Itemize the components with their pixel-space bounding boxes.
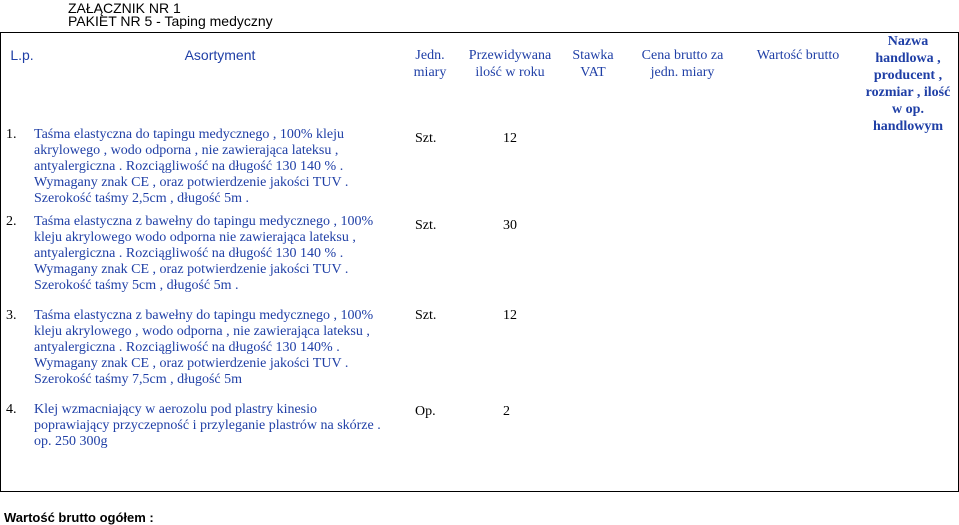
item-description-line: kleju akrylowego wodo odporna nie zawierająca lateksu , xyxy=(34,230,356,245)
item-description-line: op. 250 300g xyxy=(34,434,108,449)
column-header-nazwa-line6: handlowym xyxy=(872,119,944,134)
column-header-cena xyxy=(630,47,735,81)
item-description-line: antyalergiczna . Rozciągliwość na długość 130 140% . xyxy=(34,340,340,355)
item-description-line: Taśma elastyczna do tapingu medycznego , 100% kleju xyxy=(34,127,345,142)
table-row xyxy=(6,402,396,450)
row-unit: Szt. xyxy=(415,218,437,233)
row-quantity: 12 xyxy=(503,308,517,323)
item-description-line: Wymagany znak CE , oraz potwierdzenie jakości TUV . xyxy=(34,175,349,190)
item-description-line: akrylowego , wodo odporna , nie zawierająca lateksu , xyxy=(34,143,339,158)
item-description-line: antyalergiczna . Rozciągliwość na długość 130 140 % . xyxy=(34,159,344,174)
item-description-line: kleju akrylowego , wodo odporna , nie zawierająca lateksu , xyxy=(34,324,370,339)
column-header-ilosc-line1: Przewidywana xyxy=(468,48,552,63)
total-gross-value-label: Wartość brutto ogółem : xyxy=(4,510,154,525)
column-header-ilosc-line2: ilość w roku xyxy=(475,65,545,80)
table-border-left xyxy=(0,32,1,492)
row-unit: Op. xyxy=(415,404,436,419)
column-header-jedn-line1: Jedn. xyxy=(415,48,445,63)
column-header-ilosc xyxy=(455,47,565,81)
column-header-cena-line1: Cena brutto za xyxy=(641,48,724,63)
column-header-cena-line2: jedn. miary xyxy=(650,65,715,80)
column-header-lp: L.p. xyxy=(10,47,34,63)
item-description-line: antyalergiczna . Rozciągliwość na długość 130 140 % . xyxy=(34,246,344,261)
row-number: 4. xyxy=(6,402,17,417)
row-number: 2. xyxy=(6,214,17,229)
row-quantity: 30 xyxy=(503,218,517,233)
table-border-top xyxy=(0,32,959,33)
row-quantity: 2 xyxy=(503,404,510,419)
column-header-vat-line2: VAT xyxy=(580,65,606,80)
item-description-line: Wymagany znak CE , oraz potwierdzenie jakości TUV . xyxy=(34,262,349,277)
column-header-vat-line1: Stawka xyxy=(572,48,614,63)
row-unit: Szt. xyxy=(415,308,437,323)
table-row xyxy=(6,308,396,388)
item-description xyxy=(34,127,396,207)
column-header-nazwa-line3: producent , xyxy=(873,68,943,83)
item-description xyxy=(34,308,396,388)
item-description xyxy=(34,214,396,294)
column-header-nazwa xyxy=(858,33,958,135)
item-description-line: Szerokość taśmy 5cm , długość 5m . xyxy=(34,278,239,293)
column-header-nazwa-line5: w op. xyxy=(892,102,924,117)
row-quantity: 12 xyxy=(503,131,517,146)
column-header-asortyment: Asortyment xyxy=(184,47,256,63)
item-description-line: Szerokość taśmy 2,5cm , długość 5m . xyxy=(34,191,250,206)
row-number: 1. xyxy=(6,127,17,142)
row-unit: Szt. xyxy=(415,131,437,146)
annex-title: ZAŁĄCZNIK NR 1 xyxy=(68,0,181,16)
item-description-line: Taśma elastyczna z bawełny do tapingu medycznego , 100% xyxy=(34,308,374,323)
column-header-nazwa-line1: Nazwa xyxy=(887,34,929,49)
table-row xyxy=(6,214,396,294)
column-header-jedn-line2: miary xyxy=(413,65,447,80)
table-row xyxy=(6,127,396,207)
column-header-nazwa-line2: handlowa , xyxy=(875,51,941,66)
package-title: PAKIET NR 5 - Taping medyczny xyxy=(68,13,273,29)
item-description-line: Klej wzmacniający w aerozolu pod plastry kinesio xyxy=(34,402,318,417)
item-description-line: Szerokość taśmy 7,5cm , długość 5m xyxy=(34,372,243,387)
item-description-line: poprawiający przyczepność i przyleganie plastrów na skórze . xyxy=(34,418,381,433)
column-header-nazwa-line4: rozmiar , ilość xyxy=(865,85,951,100)
column-header-vat xyxy=(560,47,626,81)
table-summary-divider xyxy=(0,491,959,492)
item-description-line: Taśma elastyczna z bawełny do tapingu medycznego , 100% xyxy=(34,214,374,229)
item-description xyxy=(34,402,396,450)
item-description-line: Wymagany znak CE , oraz potwierdzenie jakości TUV . xyxy=(34,356,349,371)
row-number: 3. xyxy=(6,308,17,323)
column-header-wartosc: Wartość brutto xyxy=(756,48,840,63)
column-header-jedn-miary xyxy=(400,47,460,81)
